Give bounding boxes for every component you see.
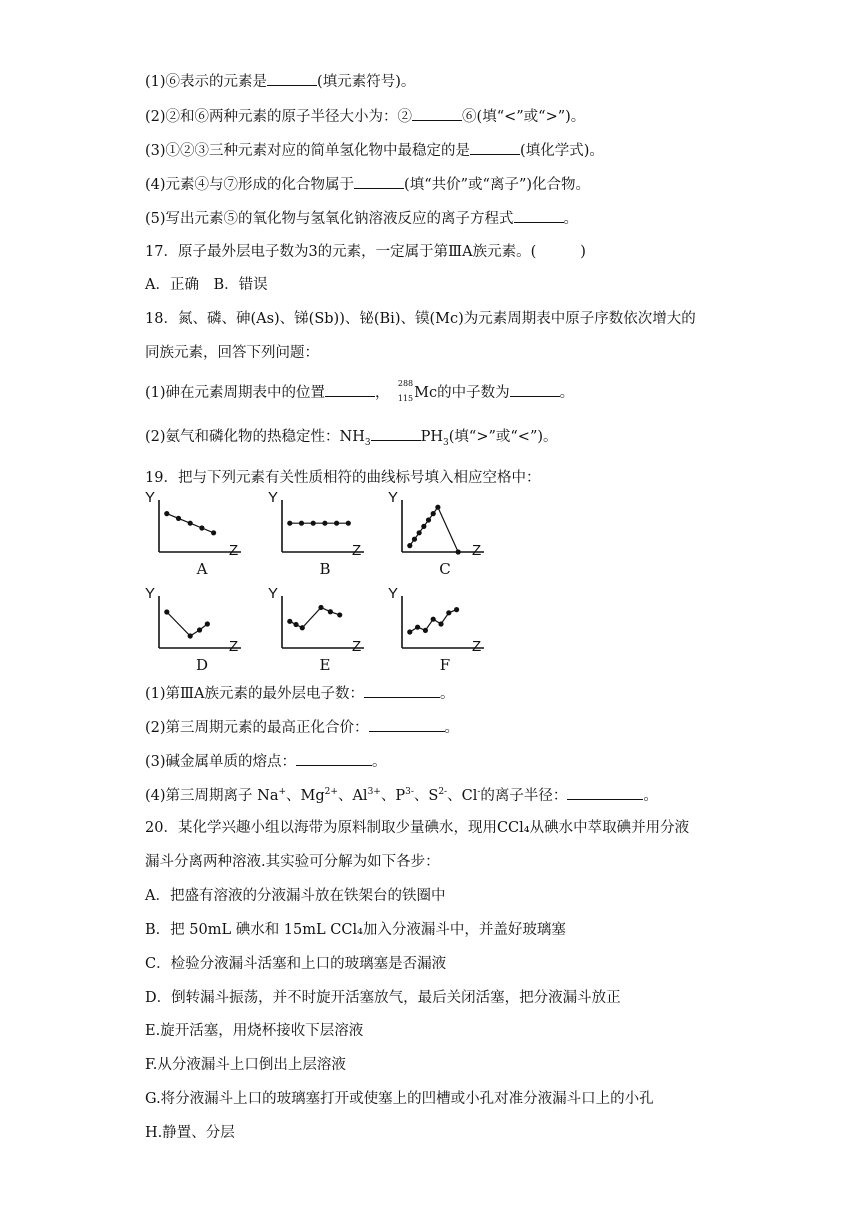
data-point bbox=[299, 521, 304, 526]
data-point bbox=[293, 622, 298, 627]
q20-step: G.将分液漏斗上口的玻璃塞打开或使塞上的凹槽或小孔对准分液漏斗口上的小孔 bbox=[145, 1091, 654, 1107]
q18-item-1: (1)砷在元素周期表中的位置 ， 288 115 Mc的中子数为 。 bbox=[145, 379, 575, 403]
graph-label: E bbox=[319, 656, 331, 674]
data-point bbox=[205, 621, 210, 626]
q20-step: D．倒转漏斗振荡，并不时旋开活塞放气，最后关闭活塞，把分液漏斗放正 bbox=[145, 990, 621, 1006]
answer-blank[interactable] bbox=[267, 71, 317, 86]
data-point bbox=[431, 617, 436, 622]
q16-item-4: (4)元素④与⑦形成的化合物属于 (填“共价”或“离子”)化合物。 bbox=[145, 174, 590, 195]
graph-B bbox=[268, 489, 363, 578]
data-point bbox=[438, 621, 443, 626]
graph-label: F bbox=[439, 656, 451, 674]
nuclide-notation: 288 115 bbox=[397, 379, 414, 403]
answer-blank[interactable] bbox=[364, 683, 440, 698]
data-point bbox=[176, 516, 181, 521]
answer-blank[interactable] bbox=[371, 426, 421, 441]
q20-step: A．把盛有溶液的分液漏斗放在铁架台的铁圈中 bbox=[145, 888, 446, 904]
q20-step: E.旋开活塞，用烧杯接收下层溶液 bbox=[145, 1023, 364, 1039]
data-point bbox=[188, 633, 193, 638]
data-point bbox=[287, 521, 292, 526]
answer-blank[interactable] bbox=[470, 140, 520, 155]
q19-stem: 19．把与下列元素有关性质相符的曲线标号填入相应空格中： bbox=[145, 470, 541, 486]
q17-options[interactable]: A．正确 B．错误 bbox=[145, 277, 268, 293]
data-point bbox=[199, 525, 204, 530]
graph-label: C bbox=[439, 560, 451, 578]
y-axis-label: Y bbox=[388, 489, 399, 506]
data-point bbox=[311, 521, 316, 526]
q19-item-4: (4)第三周期离子 Na+、$Mg^{2+}$、$Al^{3+}$、$P^{3-}$、$S^{2-}$、Cl-的离子半径： 。 bbox=[145, 785, 658, 806]
q19-item-1: (1)第ⅢA族元素的最外层电子数： 。 bbox=[145, 683, 455, 704]
answer-blank[interactable] bbox=[325, 382, 375, 397]
graph-C bbox=[388, 489, 483, 578]
q16-item-1: (1)⑥表示的元素是 (填元素符号)。 bbox=[145, 71, 415, 92]
data-point bbox=[346, 521, 351, 526]
answer-blank[interactable] bbox=[354, 174, 404, 189]
data-point bbox=[412, 537, 417, 542]
data-point bbox=[407, 543, 412, 548]
data-point bbox=[446, 610, 451, 615]
x-axis-label: Z bbox=[472, 542, 482, 559]
y-axis-label: Y bbox=[268, 585, 279, 602]
q18-stem-1: 18．氮、磷、砷(As)、锑(Sb))、铋(Bi)、镆(Mc)为元素周期表中原子序数依次增大的 bbox=[145, 311, 696, 327]
data-point bbox=[328, 609, 333, 614]
data-point bbox=[431, 511, 436, 516]
series-line bbox=[167, 612, 208, 636]
answer-blank[interactable] bbox=[412, 106, 462, 121]
data-point bbox=[426, 517, 431, 522]
data-point bbox=[164, 511, 169, 516]
x-axis-label: Z bbox=[229, 542, 239, 559]
data-point bbox=[415, 625, 420, 630]
data-point bbox=[322, 521, 327, 526]
answer-blank[interactable] bbox=[567, 785, 643, 800]
data-point bbox=[435, 505, 440, 510]
q19-item-2: (2)第三周期元素的最高正化合价： 。 bbox=[145, 717, 459, 738]
data-point bbox=[417, 530, 422, 535]
x-axis-label: Z bbox=[352, 638, 362, 655]
graph-D bbox=[145, 585, 240, 674]
graph-label: A bbox=[196, 560, 208, 578]
graph-F bbox=[388, 585, 483, 674]
data-point bbox=[454, 607, 459, 612]
q18-stem-2: 同族元素，回答下列问题： bbox=[145, 345, 319, 361]
q18-item-2: (2)氨气和磷化物的热稳定性：$NH_3$ $PH_3$(填“>”或“<”)。 bbox=[145, 426, 558, 447]
data-point bbox=[334, 521, 339, 526]
q20-step: H.静置、分层 bbox=[145, 1125, 235, 1141]
graph-A bbox=[145, 489, 240, 578]
data-point bbox=[318, 605, 323, 610]
data-point bbox=[421, 524, 426, 529]
q20-stem-2: 漏斗分离两种溶液.其实验可分解为如下各步： bbox=[145, 854, 440, 870]
y-axis-label: Y bbox=[145, 585, 156, 602]
answer-blank[interactable] bbox=[296, 751, 372, 766]
data-point bbox=[456, 549, 461, 554]
graph-label: B bbox=[319, 560, 331, 578]
x-axis-label: Z bbox=[472, 638, 482, 655]
q16-item-3: (3)①②③三种元素对应的简单氢化物中最稳定的是 (填化学式)。 bbox=[145, 140, 604, 161]
y-axis-label: Y bbox=[388, 585, 399, 602]
q20-step: C．检验分液漏斗活塞和上口的玻璃塞是否漏液 bbox=[145, 956, 447, 972]
data-point bbox=[423, 628, 428, 633]
q16-item-5: (5)写出元素⑤的氧化物与氢氧化钠溶液反应的离子方程式 。 bbox=[145, 208, 578, 229]
answer-blank[interactable] bbox=[369, 717, 445, 732]
q20-step: B．把 50mL 碘水和 15mL CCl₄加入分液漏斗中，并盖好玻璃塞 bbox=[145, 922, 566, 938]
x-axis-label: Z bbox=[352, 542, 362, 559]
q19-item-3: (3)碱金属单质的熔点： 。 bbox=[145, 751, 387, 772]
y-axis-label: Y bbox=[145, 489, 156, 506]
answer-blank[interactable] bbox=[514, 208, 564, 223]
graph-label: D bbox=[195, 656, 209, 674]
data-point bbox=[287, 619, 292, 624]
data-point bbox=[337, 612, 342, 617]
answer-blank[interactable] bbox=[510, 382, 560, 397]
data-point bbox=[300, 625, 305, 630]
graph-E bbox=[268, 585, 363, 674]
q16-item-2: (2)②和⑥两种元素的原子半径大小为：② ⑥(填“<”或“>”)。 bbox=[145, 106, 585, 127]
data-point bbox=[407, 629, 412, 634]
q17-stem: 17．原子最外层电子数为3的元素，一定属于第ⅢA族元素。( ) bbox=[145, 244, 586, 260]
data-point bbox=[188, 521, 193, 526]
y-axis-label: Y bbox=[268, 489, 279, 506]
data-point bbox=[164, 609, 169, 614]
q20-step: F.从分液漏斗上口倒出上层溶液 bbox=[145, 1057, 346, 1073]
x-axis-label: Z bbox=[229, 638, 239, 655]
data-point bbox=[211, 530, 216, 535]
data-point bbox=[197, 627, 202, 632]
q20-stem-1: 20．某化学兴趣小组以海带为原料制取少量碘水，现用CCl₄从碘水中萃取碘并用分液 bbox=[145, 820, 690, 836]
